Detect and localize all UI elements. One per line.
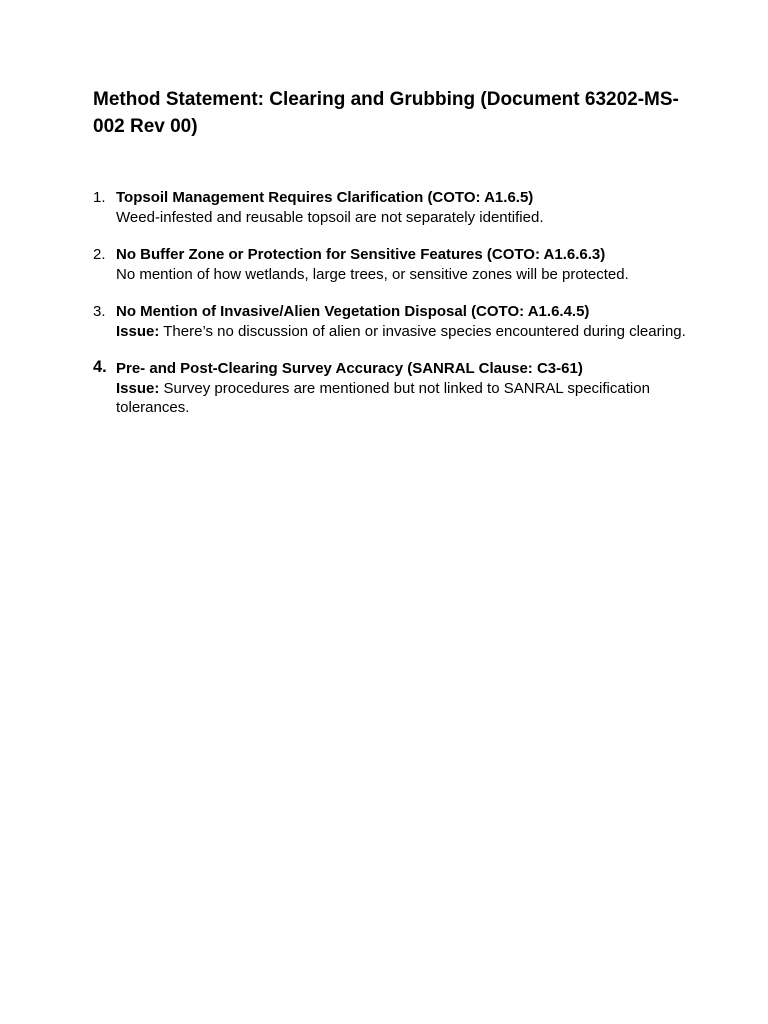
list-item: [93, 302, 693, 341]
item-body-text: Survey procedures are mentioned but not linked to SANRAL specification tolerances.: [116, 379, 650, 416]
item-body-text: There’s no discussion of alien or invasive species encountered during clearing.: [163, 322, 686, 340]
list-item: [93, 188, 693, 227]
item-body: [116, 265, 693, 285]
item-heading: No Mention of Invasive/Alien Vegetation Disposal (COTO: A1.6.4.5): [116, 303, 590, 320]
item-body: [116, 379, 693, 418]
item-body: [116, 322, 693, 342]
item-heading: Pre- and Post-Clearing Survey Accuracy (SANRAL Clause: C3-61): [116, 360, 583, 377]
issue-label: Issue:: [116, 379, 160, 397]
document-page: [93, 86, 693, 436]
item-number: 4.: [93, 358, 107, 376]
item-heading: No Buffer Zone or Protection for Sensitive Features (COTO: A1.6.6.3): [116, 246, 606, 263]
document-title: Method Statement: Clearing and Grubbing (Document 63202-MS-002 Rev 00): [93, 89, 679, 137]
item-body-text: No mention of how wetlands, large trees, or sensitive zones will be protected.: [116, 265, 629, 283]
item-body: [116, 208, 693, 228]
item-number: 2.: [93, 246, 106, 263]
item-number: 1.: [93, 189, 106, 206]
item-heading: Topsoil Management Requires Clarification (COTO: A1.6.5): [116, 189, 534, 206]
list-item: [93, 359, 693, 418]
list-item: [93, 245, 693, 284]
item-body-text: Weed-infested and reusable topsoil are not separately identified.: [116, 208, 544, 226]
findings-list: [93, 188, 693, 418]
issue-label: Issue:: [116, 322, 160, 340]
item-number: 3.: [93, 303, 106, 320]
